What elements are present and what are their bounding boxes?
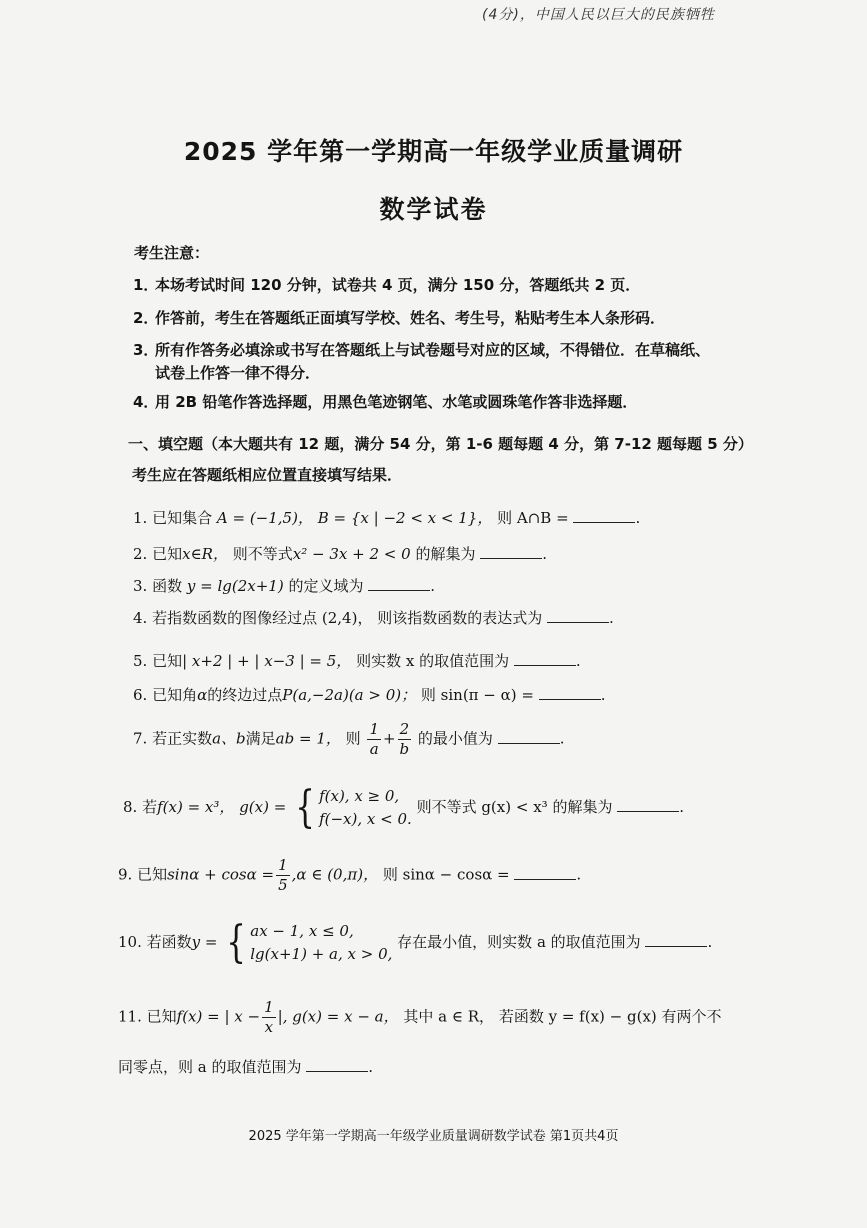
q-text: 已知: [137, 865, 168, 884]
q-end: .: [707, 933, 713, 951]
q-text: 的解集为: [415, 545, 476, 563]
q-math: g(x) =: [239, 798, 287, 816]
q-num: 5.: [133, 652, 148, 670]
q-text: 的定义域为: [288, 577, 364, 595]
q-end: .: [368, 1058, 374, 1076]
q-math: ab = 1，: [275, 729, 341, 748]
fraction-numerator: 1: [264, 998, 274, 1016]
notice-continuation: 试卷上作答一律不得分．: [155, 364, 321, 382]
q-math: B = {x | −2 < x < 1}，: [317, 509, 493, 527]
q-math: a、b: [212, 729, 246, 748]
q-text: 则 sinα − cosα =: [382, 865, 510, 884]
q-text: 满足: [245, 729, 276, 748]
q-end: .: [609, 609, 614, 627]
q-num: 9.: [118, 865, 133, 884]
notice-text: 作答前，考生在答题纸正面填写学校、姓名、考生号，粘贴考生本人条形码．: [155, 309, 666, 327]
answer-blank[interactable]: [368, 576, 430, 591]
q-text: 则不等式: [232, 545, 293, 563]
question-8: [123, 782, 685, 833]
q-text: 已知: [152, 652, 183, 670]
q-end: .: [575, 652, 581, 670]
q-num: 10.: [118, 933, 142, 951]
question-1: [133, 507, 640, 528]
notice-num: 1．: [133, 276, 159, 294]
q-text: 函数: [152, 577, 183, 595]
notice-item: [133, 390, 637, 415]
q-text: 已知: [146, 1007, 177, 1026]
answer-blank[interactable]: [539, 685, 601, 700]
q-text: 则 A∩B =: [497, 509, 569, 527]
answer-blank[interactable]: [514, 865, 576, 880]
q-text: 存在最小值，则实数 a 的取值范围为: [397, 933, 641, 951]
q-text: 则该指数函数的表达式为: [377, 609, 543, 627]
q-math: sinα + cosα =: [167, 865, 275, 884]
q-num: 11.: [118, 1007, 142, 1026]
q-text: 若指数函数的图像经过点: [152, 609, 318, 627]
exam-title: 2025 学年第一学期高一年级学业质量调研: [183, 137, 684, 166]
case-line: f(x), x ≥ 0,: [319, 787, 400, 805]
q-math: (2,4)，: [321, 609, 373, 627]
fraction-numerator: 2: [399, 720, 410, 738]
question-3: [133, 575, 435, 596]
q-text: 的终边过点: [207, 686, 283, 704]
answer-blank[interactable]: [514, 651, 576, 666]
q-end: .: [600, 686, 606, 704]
q-num: 1.: [133, 509, 148, 527]
question-5: [133, 650, 581, 671]
q-num: 4.: [133, 609, 148, 627]
answer-blank[interactable]: [617, 797, 679, 812]
q-text: 的最小值为: [417, 729, 493, 748]
q-num: 8.: [123, 798, 138, 816]
q-math: | x+2 | + | x−3 | = 5，: [182, 652, 352, 670]
q-text: 则实数 x 的取值范围为: [356, 652, 510, 670]
q-end: .: [559, 729, 565, 748]
q-math: y =: [191, 933, 218, 951]
case-line: lg(x+1) + a, x > 0,: [250, 945, 393, 963]
fraction: [262, 998, 276, 1037]
left-brace: {: [295, 782, 315, 833]
fraction: [276, 856, 290, 895]
piecewise-cases: [250, 920, 392, 966]
q-text: 若函数: [146, 933, 192, 951]
case-line: ax − 1, x ≤ 0,: [250, 922, 354, 940]
piecewise-cases: [319, 785, 412, 831]
q-end: .: [430, 577, 436, 595]
question-11-line2: [118, 1056, 373, 1077]
q-math: y = lg(2x+1): [186, 577, 284, 595]
answer-blank[interactable]: [306, 1057, 368, 1072]
question-9: [118, 856, 581, 895]
notice-num: 4．: [133, 393, 159, 411]
notice-item: [133, 338, 710, 363]
q-math: x∈R，: [182, 545, 228, 563]
exam-subtitle: 数学试卷: [379, 195, 488, 224]
q-text: 若函数 y = f(x) − g(x) 有两个不: [498, 1007, 722, 1026]
notice-text: 所有作答务必填涂或书写在答题纸上与试卷题号对应的区域，不得错位．在草稿纸、: [155, 341, 711, 359]
q-text: 已知集合: [152, 509, 213, 527]
case-line: f(−x), x < 0.: [319, 810, 412, 828]
fraction: [398, 720, 412, 759]
section-title: 一、填空题（本大题共有 12 题，满分 54 分，第 1-6 题每题 4 分，第 7-12 题每题 5 分）: [128, 435, 753, 453]
q-text: 则: [345, 729, 361, 748]
question-7: [133, 720, 564, 759]
section-instruction: 考生应在答题纸相应位置直接填写结果．: [132, 466, 403, 484]
q-text: 若正实数: [152, 729, 213, 748]
fraction-denominator: b: [399, 740, 410, 758]
page-footer: 2025 学年第一学期高一年级学业质量调研数学试卷 第1页共4页: [248, 1129, 619, 1144]
q-math: A = (−1,5)，: [216, 509, 313, 527]
notice-item: [133, 306, 665, 331]
notice-heading: 考生注意：: [134, 244, 210, 262]
fraction-denominator: a: [369, 740, 379, 758]
q-math: α: [197, 686, 208, 704]
answer-blank[interactable]: [480, 544, 542, 559]
notice-item: [133, 273, 640, 298]
notice-num: 3．: [133, 341, 159, 359]
q-math: x² − 3x + 2 < 0: [292, 545, 411, 563]
answer-blank[interactable]: [645, 932, 707, 947]
q-end: .: [679, 798, 685, 816]
q-num: 7.: [133, 729, 148, 748]
q-math: f(x) = | x −: [176, 1007, 261, 1026]
notice-text: 用 2B 铅笔作答选择题，用黑色笔迹钢笔、水笔或圆珠笔作答非选择题．: [155, 393, 638, 411]
question-4: [133, 607, 614, 628]
question-6: [133, 684, 606, 705]
q-text: 若: [142, 798, 158, 816]
q-text: 则 sin(π − α) =: [420, 686, 534, 704]
answer-blank[interactable]: [547, 608, 609, 623]
question-2: [133, 543, 547, 564]
q-text: 其中 a ∈ R，: [403, 1007, 495, 1026]
q-math: |, g(x) = x − a，: [277, 1007, 399, 1026]
answer-blank[interactable]: [573, 508, 635, 523]
answer-blank[interactable]: [498, 729, 560, 744]
q-text: 同零点，则 a 的取值范围为: [118, 1058, 302, 1076]
q-math: ,α ∈ (0,π)，: [291, 865, 379, 884]
fraction-denominator: 5: [278, 876, 288, 894]
q-text: 则不等式 g(x) < x³ 的解集为: [416, 798, 613, 816]
handwritten-note: (4分)，中国人民以巨大的民族牺牲: [482, 7, 715, 23]
q-num: 2.: [133, 545, 148, 563]
q-num: 6.: [133, 686, 148, 704]
question-11: [118, 998, 722, 1037]
fraction-numerator: 1: [278, 856, 288, 874]
question-10: [118, 917, 713, 968]
q-end: .: [635, 509, 641, 527]
q-text: 已知角: [152, 686, 198, 704]
q-text: 已知: [152, 545, 183, 563]
q-end: .: [576, 865, 582, 884]
q-end: .: [542, 545, 548, 563]
fraction-numerator: 1: [369, 720, 379, 738]
q-math: +: [383, 729, 396, 748]
notice-text: 本场考试时间 120 分钟，试卷共 4 页，满分 150 分，答题纸共 2 页．: [155, 276, 641, 294]
fraction: [367, 720, 381, 759]
left-brace: {: [226, 917, 247, 968]
q-num: 3.: [133, 577, 148, 595]
fraction-denominator: x: [264, 1018, 274, 1036]
q-math: f(x) = x³，: [157, 798, 235, 816]
notice-num: 2．: [133, 309, 159, 327]
q-math: P(a,−2a)(a > 0)；: [282, 686, 417, 704]
